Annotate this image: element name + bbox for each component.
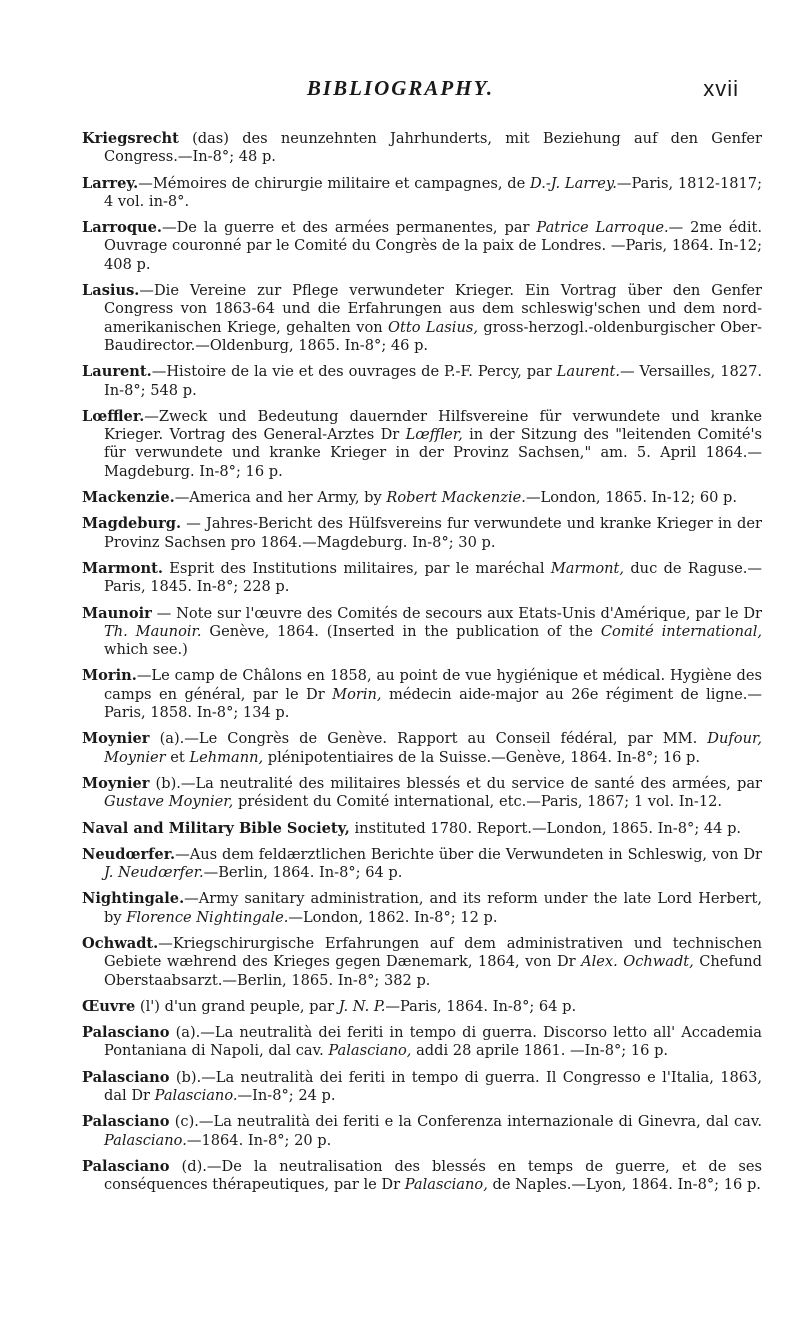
entry-text: — Versailles, 1827. In-8°; 548 p. xyxy=(104,363,762,399)
entry-headword: Ochwadt. xyxy=(82,934,159,952)
bibliography-entry xyxy=(82,935,762,990)
entry-text: de Naples.—Lyon, 1864. In-8°; 16 p. xyxy=(487,1176,761,1194)
bibliography-entry xyxy=(82,219,762,274)
entry-text: —Paris, 1812-1817; 4 vol. in-8°. xyxy=(104,174,763,210)
entry-text: plénipotentiaires de la Suisse.—Genève, 1864. In-8°; 16 p. xyxy=(263,748,701,766)
bibliography-entry xyxy=(82,846,762,883)
bibliography-entry xyxy=(82,1158,762,1195)
bibliography-entry xyxy=(82,998,762,1016)
entry-headword: Naval and Military Bible Society, xyxy=(82,819,350,837)
entry-text: —Mémoires de chirurgie militaire et campagnes, de xyxy=(138,174,531,192)
entry-italic-text: Gustave Moynier, xyxy=(104,793,234,811)
entry-text: —Paris, 1864. In-8°; 64 p. xyxy=(385,997,577,1015)
bibliography-entry xyxy=(82,363,762,400)
entry-text: Genève, 1864. (Inserted in the publication of the xyxy=(201,622,601,640)
bibliography-entry xyxy=(82,560,762,597)
entry-text: in der Sitzung des "leitenden Comité's für verwundete und kranke Krieger in der Provinz Sachsen," am. 5. April 1864.—Magdeburg. In-8°; 16 p. xyxy=(104,426,762,480)
entry-headword: Mackenzie. xyxy=(82,489,175,507)
entry-text: —London, 1862. In-8°; 12 p. xyxy=(288,908,498,926)
bibliography-entry xyxy=(82,489,762,507)
entry-italic-text: Patrice Larroque. xyxy=(536,219,669,237)
entry-text: —America and her Army, by xyxy=(174,489,387,507)
entry-text: addi 28 aprile 1861. —In-8°; 16 p. xyxy=(411,1042,669,1060)
entry-italic-text: Dufour, Moynier xyxy=(104,730,762,766)
bibliography-entry xyxy=(82,775,762,812)
entry-headword: Laurent. xyxy=(82,363,152,381)
entry-italic-text: Lœffler, xyxy=(405,426,463,444)
bibliography-entry xyxy=(82,408,762,481)
bibliography-entry xyxy=(82,605,762,660)
entry-text: —1864. In-8°; 20 p. xyxy=(186,1131,332,1149)
entry-headword: Lasius. xyxy=(82,282,140,300)
entry-headword: Moynier xyxy=(82,730,150,748)
entry-text: —Kriegschirurgische Erfahrungen auf dem administrativen und technischen Gebiete wæhrend des Krieges gegen Dænemark, 1864, von Dr xyxy=(104,934,762,971)
entry-text: duc de Raguse.—Paris, 1845. In-8°; 228 p. xyxy=(104,559,762,596)
entry-text: et xyxy=(165,748,190,766)
entry-text: —Berlin, 1864. In-8°; 64 p. xyxy=(203,864,403,882)
running-head: BIBLIOGRAPHY. xyxy=(306,76,495,100)
entry-italic-text: Lehmann, xyxy=(189,748,264,766)
entry-text: —Zweck und Bedeutung dauernder Hilfsvereine für verwundete und kranke Krieger. Vortrag des General-Arztes Dr xyxy=(104,407,762,444)
entry-italic-text: Comité international, xyxy=(600,622,763,640)
entry-text: which see.) xyxy=(104,641,188,659)
bibliography-entry xyxy=(82,282,762,355)
entry-text: — Note sur l'œuvre des Comités de secours aux Etats-Unis d'Amérique, par le Dr xyxy=(151,604,762,622)
bibliography-entry xyxy=(82,515,762,552)
entry-headword: Morin. xyxy=(82,667,137,685)
bibliography-list xyxy=(82,130,762,1203)
entry-text: (das) des neunzehnten Jahrhunderts, mit Beziehung auf den Genfer Congress.—In-8°; 48 p. xyxy=(104,130,762,166)
bibliography-entry xyxy=(82,730,762,767)
bibliography-entry xyxy=(82,1069,762,1106)
bibliography-entry xyxy=(82,667,762,722)
entry-text: médecin aide-major au 26e régiment de ligne.—Paris, 1858. In-8°; 134 p. xyxy=(104,685,762,722)
page-number: xvii xyxy=(703,76,739,101)
entry-italic-text: Marmont, xyxy=(550,559,625,577)
entry-text: —Aus dem feldærztlichen Berichte über die Verwundeten in Schleswig, von Dr xyxy=(175,845,762,863)
entry-headword: Palasciano xyxy=(82,1068,170,1086)
entry-headword: Magdeburg. xyxy=(82,515,182,533)
entry-text: président du Comité international, etc.—Paris, 1867; 1 vol. In-12. xyxy=(233,793,723,811)
entry-text: (b).—La neutralité des militaires blessés et du service de santé des armées, par xyxy=(149,774,762,792)
entry-italic-text: J. N. P. xyxy=(338,997,386,1015)
entry-text: —Le camp de Châlons en 1858, au point de vue hygiénique et médical. Hygiène des camps en général, par le Dr xyxy=(104,667,762,703)
entry-text: (c).—La neutralità dei feriti e la Conferenza internazionale di Ginevra, dal cav. xyxy=(169,1113,762,1131)
entry-headword: Kriegsrecht xyxy=(82,130,179,147)
bibliography-entry xyxy=(82,130,762,167)
bibliography-entry xyxy=(82,820,762,838)
entry-text: instituted 1780. Report.—London, 1865. In-8°; 44 p. xyxy=(349,819,742,837)
entry-text: —Army sanitary administration, and its reform under the late Lord Herbert, by xyxy=(104,890,762,926)
entry-headword: Neudœrfer. xyxy=(82,845,176,863)
entry-headword: Palasciano xyxy=(82,1157,170,1175)
entry-italic-text: Laurent. xyxy=(556,363,620,381)
entry-italic-text: Palasciano, xyxy=(328,1042,412,1060)
entry-headword: Œuvre xyxy=(82,997,136,1015)
entry-headword: Palasciano xyxy=(82,1113,170,1131)
entry-headword: Nightingale. xyxy=(82,890,185,908)
entry-text: gross-herzogl.-oldenburgischer Ober-Baudirector.—Oldenburg, 1865. In-8°; 46 p. xyxy=(104,318,762,354)
entry-text: (a).—La neutralità dei feriti in tempo di guerra. Discorso letto all' Accademia Pontaniana di Napoli, dal cav. xyxy=(104,1024,762,1060)
bibliography-entry xyxy=(82,175,762,212)
entry-italic-text: Th. Maunoir. xyxy=(104,622,202,640)
page-header xyxy=(0,76,801,116)
entry-headword: Palasciano xyxy=(82,1024,170,1042)
entry-text: (a).—Le Congrès de Genève. Rapport au Conseil fédéral, par MM. xyxy=(149,730,708,748)
entry-italic-text: D.-J. Larrey. xyxy=(530,174,617,192)
bibliography-entry xyxy=(82,890,762,927)
entry-text: Esprit des Institutions militaires, par le maréchal xyxy=(162,559,551,577)
entry-italic-text: Florence Nightingale. xyxy=(126,908,289,926)
entry-italic-text: Palasciano, xyxy=(404,1176,488,1194)
entry-italic-text: Alex. Ochwadt, xyxy=(581,953,694,971)
entry-italic-text: Robert Mackenzie. xyxy=(386,489,526,507)
entry-italic-text: Palasciano. xyxy=(154,1087,238,1105)
entry-headword: Marmont. xyxy=(82,559,163,577)
entry-italic-text: Otto Lasius, xyxy=(388,318,478,336)
entry-italic-text: Palasciano. xyxy=(104,1131,187,1149)
entry-headword: Larrey. xyxy=(82,174,139,192)
entry-headword: Maunoir xyxy=(82,604,152,622)
entry-text: —In-8°; 24 p. xyxy=(237,1087,336,1105)
entry-text: Chefund Oberstaabsarzt.—Berlin, 1865. In-8°; 382 p. xyxy=(104,953,762,989)
entry-text: — Jahres-Bericht des Hülfsvereins fur verwundete und kranke Krieger in der Provinz Sachsen pro 1864.—Magdeburg. In-8°; 30 p. xyxy=(104,515,762,551)
entry-headword: Moynier xyxy=(82,774,150,792)
entry-text: (l') d'un grand peuple, par xyxy=(135,997,339,1015)
entry-text: —Die Vereine zur Pflege verwundeter Krieger. Ein Vortrag über den Genfer Congress von 1863-64 und die Erfahrungen aus dem schleswig'schen und dem nord-amerikanischen Kriege, gehalten von xyxy=(104,282,762,336)
entry-text: (d).—De la neutralisation des blessés en temps de guerre, et de ses conséquences thérapeutiques, par le Dr xyxy=(104,1157,762,1194)
entry-italic-text: Morin, xyxy=(332,685,382,703)
entry-italic-text: J. Neudœrfer. xyxy=(104,864,204,882)
bibliography-entry xyxy=(82,1113,762,1150)
entry-text: (b).—La neutralità dei feriti in tempo di guerra. Il Congresso e l'Italia, 1863, dal Dr xyxy=(104,1068,762,1105)
entry-headword: Larroque. xyxy=(82,219,163,237)
bibliography-entry xyxy=(82,1024,762,1061)
entry-text: —De la guerre et des armées permanentes, par xyxy=(162,219,537,237)
entry-text: —London, 1865. In-12; 60 p. xyxy=(525,489,738,507)
entry-text: —Histoire de la vie et des ouvrages de P.-F. Percy, par xyxy=(151,363,557,381)
entry-text: — 2me édit. Ouvrage couronné par le Comité du Congrès de la paix de Londres. —Paris, 1864. In-12; 408 p. xyxy=(104,219,763,273)
entry-headword: Lœffler. xyxy=(82,407,145,425)
